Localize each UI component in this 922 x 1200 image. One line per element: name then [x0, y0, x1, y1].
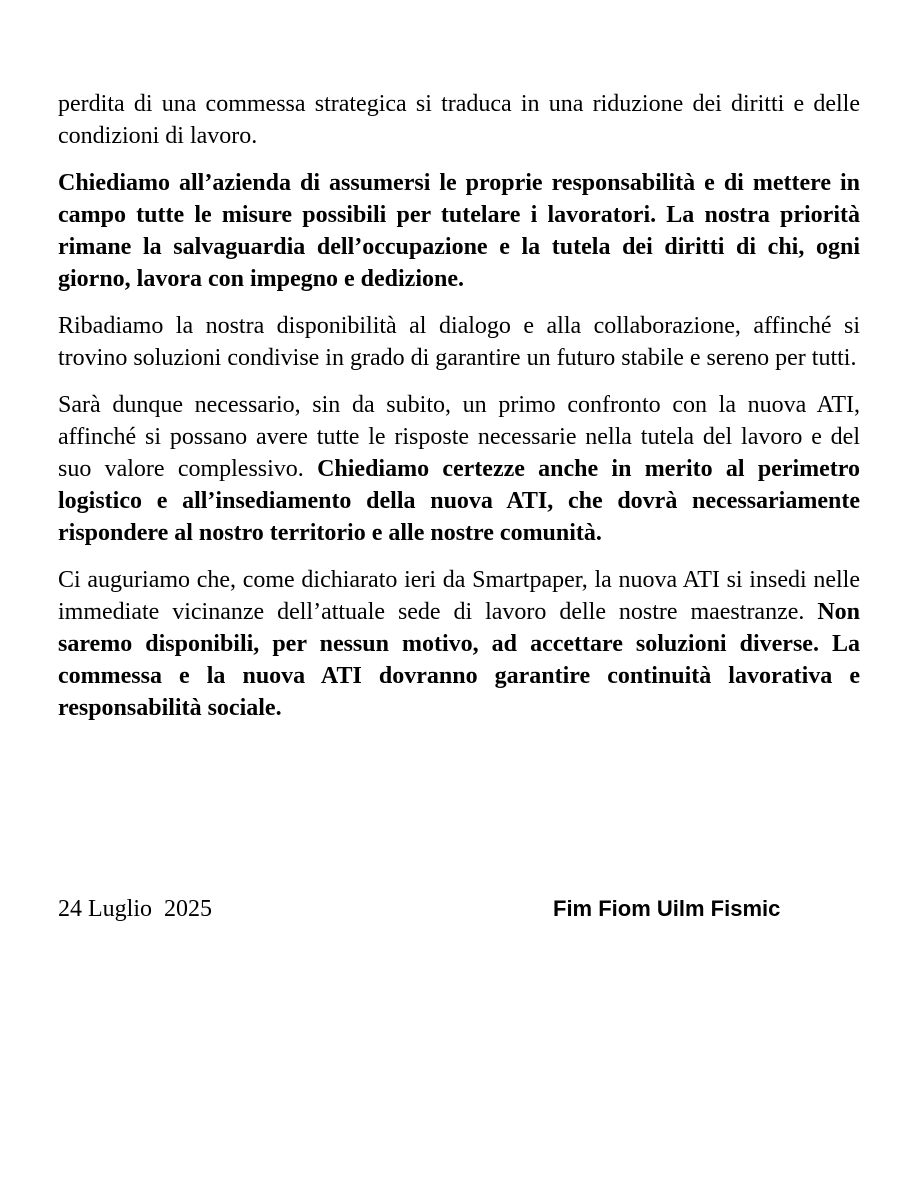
paragraph-2	[58, 167, 860, 295]
paragraph-1	[58, 88, 860, 152]
paragraph-5	[58, 564, 860, 724]
paragraph-4	[58, 389, 860, 549]
paragraph-4-text-regular: Sarà dunque necessario, sin da subito, un primo confronto con la nuova ATI, affinché si possano avere tutte le risposte necessarie nella tutela del lavoro e del suo valore complessivo.	[58, 392, 860, 482]
document-date: 24 Luglio 2025	[58, 896, 212, 922]
paragraph-5-text-regular: Ci auguriamo che, come dichiarato ieri da Smartpaper, la nuova ATI si insedi nelle immediate vicinanze dell’attuale sede di lavoro delle nostre maestranze.	[58, 567, 860, 625]
paragraph-2-text: Chiediamo all’azienda di assumersi le proprie responsabilità e di mettere in campo tutte le misure possibili per tutelare i lavoratori. La nostra priorità rimane la salvaguardia dell’occupazione e la tutela dei diritti di chi, ogni giorno, lavora con impegno e dedizione.	[58, 170, 860, 292]
paragraph-5-text-bold: Non saremo disponibili, per nessun motivo, ad accettare soluzioni diverse. La commessa e la nuova ATI dovranno garantire continuità lavorativa e responsabilità sociale.	[58, 599, 860, 721]
document-body	[58, 88, 860, 739]
document-signature: Fim Fiom Uilm Fismic	[553, 896, 781, 921]
paragraph-3-text: Ribadiamo la nostra disponibilità al dialogo e alla collaborazione, affinché si trovino soluzioni condivise in grado di garantire un futuro stabile e sereno per tutti.	[58, 313, 860, 371]
paragraph-3	[58, 310, 860, 374]
paragraph-1-text: perdita di una commessa strategica si traduca in una riduzione dei diritti e delle condizioni di lavoro.	[58, 91, 860, 149]
paragraph-4-text-bold: Chiediamo certezze anche in merito al perimetro logistico e all’insediamento della nuova ATI, che dovrà necessariamente rispondere al nostro territorio e alle nostre comunità.	[58, 456, 861, 546]
